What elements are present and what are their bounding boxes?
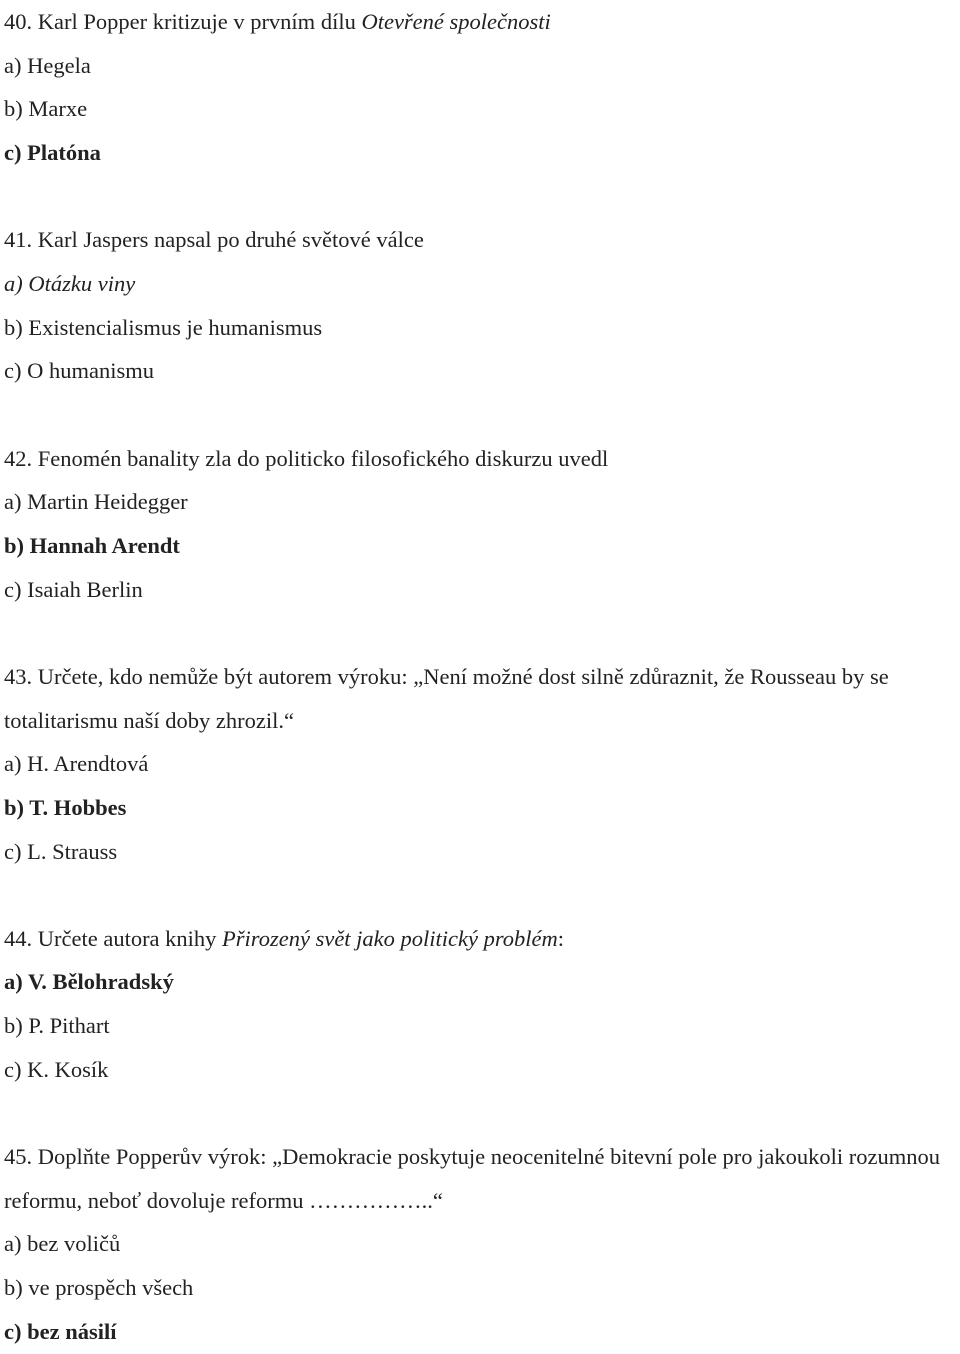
answer-option: c) L. Strauss <box>4 838 118 864</box>
answer-option-correct: b) Hannah Arendt <box>4 532 180 558</box>
question-text-part: Doplňte Popperův výrok: „Demokracie poskytuje neocenitelné bitevní pole pro jakoukoli rozumnou reformu, neboť dovoluje reformu ……………..“ <box>4 1144 941 1213</box>
question-44 <box>4 917 960 1092</box>
question-43 <box>4 655 960 873</box>
answer-option: c) Isaiah Berlin <box>4 576 143 602</box>
question-number: 40. <box>4 9 33 34</box>
question-45 <box>4 1135 960 1353</box>
answer-option-correct: c) Platóna <box>4 140 101 166</box>
question-text-part: Určete, kdo nemůže být autorem výroku: „Není možné dost silně zdůraznit, že Rousseau by se totalitarismu naší doby zhrozil.“ <box>4 663 889 733</box>
answer-option: a) Hegela <box>4 52 91 78</box>
book-title: Otevřené společnosti <box>361 9 551 34</box>
answer-option-correct: b) T. Hobbes <box>4 794 127 820</box>
question-number: 42. <box>4 445 33 471</box>
question-number: 41. <box>4 227 33 253</box>
question-text <box>4 1135 960 1222</box>
answer-option: a) H. Arendtová <box>4 751 149 777</box>
question-42 <box>4 437 960 612</box>
question-text <box>4 437 960 481</box>
question-text <box>4 218 960 262</box>
answer-option: b) P. Pithart <box>4 1013 110 1039</box>
question-text-part: Určete autora knihy <box>37 925 223 951</box>
answer-option-correct: a) Otázku viny <box>4 270 136 296</box>
answer-option: c) K. Kosík <box>4 1056 109 1082</box>
document-page <box>4 0 960 1354</box>
answer-option: a) bez voličů <box>4 1231 121 1257</box>
answer-option-correct: a) V. Bělohradský <box>4 969 174 995</box>
answer-option-correct: c) bez násilí <box>4 1318 117 1344</box>
question-number: 44. <box>4 925 33 951</box>
book-title: Přirozený svět jako politický problém <box>222 925 558 951</box>
question-text <box>4 655 960 742</box>
answer-option: b) ve prospěch všech <box>4 1275 194 1301</box>
question-text <box>4 917 960 961</box>
answer-option: c) O humanismu <box>4 358 154 384</box>
answer-option: b) Marxe <box>4 96 88 122</box>
question-text-part: Karl Popper kritizuje v prvním dílu <box>37 9 362 34</box>
question-text-part: Karl Jaspers napsal po druhé světové válce <box>37 227 424 253</box>
question-number: 45. <box>4 1144 33 1170</box>
question-41 <box>4 218 960 393</box>
question-40 <box>4 0 960 175</box>
question-text-part: Fenomén banality zla do politicko filosofického diskurzu uvedl <box>37 445 609 471</box>
question-number: 43. <box>4 663 33 689</box>
answer-option: b) Existencialismus je humanismus <box>4 314 323 340</box>
question-text <box>4 0 960 44</box>
answer-option: a) Martin Heidegger <box>4 489 188 515</box>
question-text-tail: : <box>557 925 565 951</box>
